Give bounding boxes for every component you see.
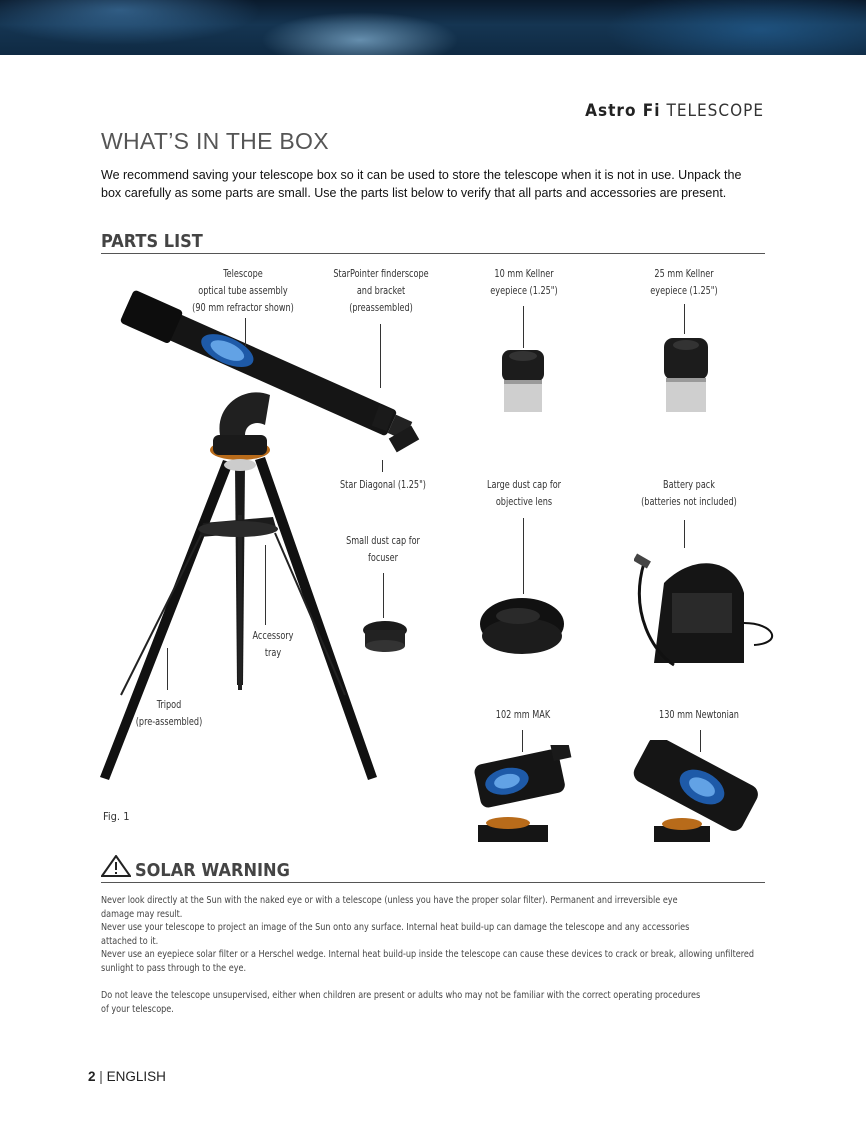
intro-paragraph: We recommend saving your telescope box so it can be used to store the telescope when it is not in use. Unpack the box carefully as some parts are small. Use the parts list below to verify that all parts and accessories are present.	[101, 168, 742, 200]
caption-line: Tripod	[156, 699, 182, 711]
caption-line: StarPointer finderscope	[333, 268, 429, 280]
caption-line: and bracket	[356, 285, 406, 297]
caption-line: Accessory	[252, 630, 294, 642]
leader-line	[382, 460, 383, 472]
caption-line: eyepiece (1.25")	[650, 285, 718, 297]
brand-name-bold: Astro Fi	[585, 101, 661, 121]
brand-name-light: TELESCOPE	[666, 101, 764, 121]
footer-language: ENGLISH	[106, 1069, 166, 1084]
caption-line: optical tube assembly	[198, 285, 288, 297]
caption-eyepiece-10mm	[481, 266, 567, 300]
warning-triangle-icon	[101, 855, 131, 882]
caption-line: tray	[264, 647, 282, 659]
eyepiece-25mm-image	[663, 338, 709, 414]
caption-line: Large dust cap for	[486, 479, 562, 491]
caption-line: 10 mm Kellner	[494, 268, 554, 280]
caption-line: (pre-assembled)	[135, 716, 203, 728]
caption-line: (batteries not included)	[641, 496, 737, 508]
leader-line	[523, 518, 524, 594]
leader-line	[522, 730, 523, 752]
solar-warning-heading	[101, 857, 765, 883]
leader-line	[684, 304, 685, 334]
caption-line: eyepiece (1.25")	[490, 285, 558, 297]
caption-line: 130 mm Newtonian	[659, 709, 739, 721]
caption-battery-pack	[633, 477, 745, 511]
eyepiece-10mm-image	[500, 350, 546, 416]
newtonian-130mm-image	[632, 740, 764, 842]
caption-mak-102mm	[480, 707, 566, 724]
caption-line: 102 mm MAK	[495, 709, 551, 721]
caption-eyepiece-25mm	[641, 266, 727, 300]
caption-line: 25 mm Kellner	[654, 268, 714, 280]
caption-line: Battery pack	[663, 479, 715, 491]
caption-starpointer	[329, 266, 434, 317]
caption-line: Telescope	[223, 268, 263, 280]
caption-line: (90 mm refractor shown)	[192, 302, 294, 314]
caption-line: Small dust cap for	[346, 535, 420, 547]
warning-paragraph: Do not leave the telescope unsupervised, either when children are present or adults who may not be familiar with the correct operating procedures of your telescope.	[101, 990, 701, 1015]
product-brand	[585, 101, 764, 121]
parts-list-heading-text: PARTS LIST	[101, 231, 203, 252]
caption-line: Star Diagonal (1.25")	[340, 479, 426, 491]
header-banner-image	[0, 0, 866, 55]
caption-small-dust-cap	[340, 533, 426, 567]
caption-large-dust-cap	[481, 477, 567, 511]
solar-warning-heading-text: SOLAR WARNING	[135, 860, 290, 881]
small-dust-cap-image	[360, 618, 410, 654]
page-title: WHAT’S IN THE BOX	[101, 128, 329, 154]
leader-line	[265, 545, 266, 625]
leader-line	[700, 730, 701, 752]
leader-line	[684, 520, 685, 548]
battery-pack-image	[634, 553, 784, 673]
caption-optical-tube	[183, 266, 303, 317]
caption-tripod	[126, 697, 212, 731]
caption-accessory-tray	[239, 628, 308, 662]
page-number: 2	[88, 1069, 96, 1084]
caption-newtonian-130mm	[645, 707, 753, 724]
parts-list-heading	[101, 228, 765, 254]
warning-paragraph: Never use an eyepiece solar filter or a Herschel wedge. Internal heat build-up inside the telescope can cause these devices to crack or break, allowing unfiltered sunlight to pass through to the eye.	[101, 949, 754, 974]
leader-line	[383, 573, 384, 618]
large-dust-cap-image	[478, 596, 566, 658]
leader-line	[245, 318, 246, 346]
leader-line	[380, 324, 381, 388]
leader-line	[523, 306, 524, 348]
warning-paragraph: Never look directly at the Sun with the naked eye or with a telescope (unless you have the proper solar filter). Permanent and irreversible eye damage may result.	[101, 895, 678, 920]
mak-102mm-image	[458, 745, 588, 842]
footer-separator: |	[99, 1069, 103, 1084]
caption-line: objective lens	[495, 496, 553, 508]
page-footer	[88, 1069, 166, 1084]
warning-paragraph: Never use your telescope to project an image of the Sun onto any surface. Internal heat build-up can damage the telescope and any accessories attached to it.	[101, 922, 690, 947]
leader-line	[167, 648, 168, 690]
caption-line: (preassembled)	[349, 302, 413, 314]
figure-label: Fig. 1	[103, 810, 130, 823]
caption-star-diagonal	[336, 477, 431, 494]
caption-line: focuser	[367, 552, 399, 564]
